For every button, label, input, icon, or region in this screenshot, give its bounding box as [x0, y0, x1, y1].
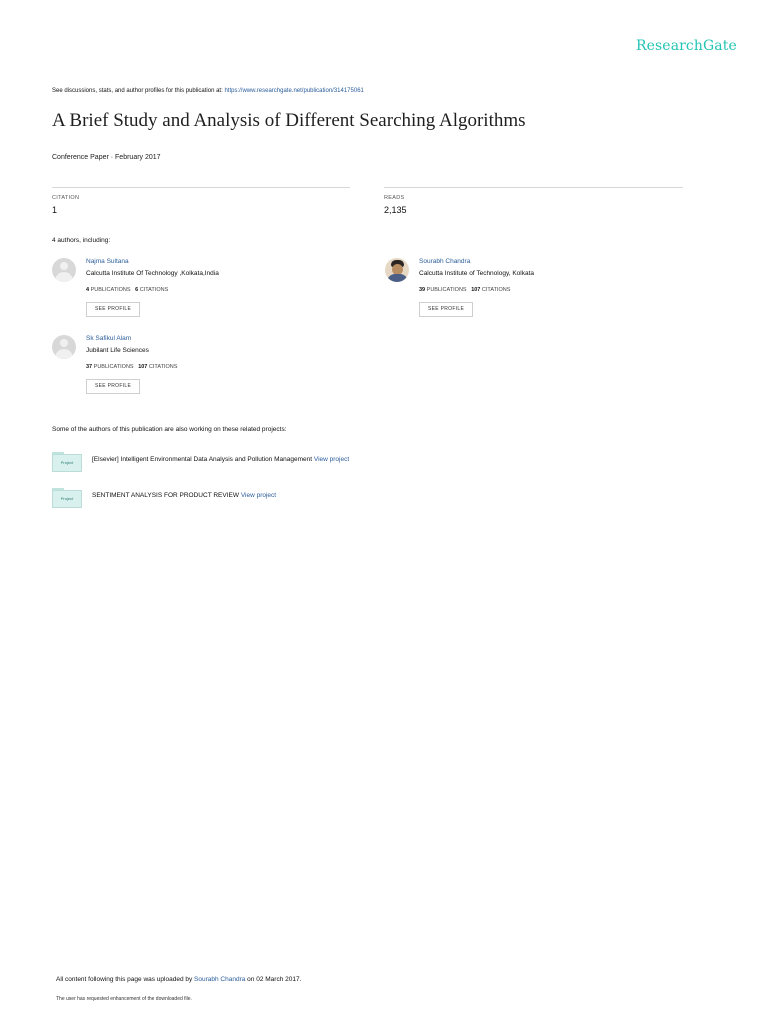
project-text: [92, 492, 276, 499]
project-text: [92, 456, 349, 463]
author-stats: [419, 287, 510, 293]
author-institution: Jubilant Life Sciences: [86, 347, 149, 354]
publications-count: 37: [86, 364, 93, 370]
author-stats: [86, 287, 168, 293]
author-institution: Calcutta Institute Of Technology ,Kolkata,India: [86, 270, 219, 277]
upload-suffix: on 02 March 2017.: [245, 976, 302, 983]
avatar-placeholder-icon[interactable]: [52, 335, 76, 359]
see-profile-button[interactable]: SEE PROFILE: [419, 302, 473, 317]
author-name-link[interactable]: Najma Sultana: [86, 258, 129, 265]
see-profile-button[interactable]: SEE PROFILE: [86, 302, 140, 317]
citations-count: 107: [138, 364, 148, 370]
author-institution: Calcutta Institute of Technology, Kolkata: [419, 270, 535, 277]
reads-value: 2,135: [384, 205, 407, 215]
publications-label: PUBLICATIONS: [426, 287, 467, 293]
project-folder-icon[interactable]: [52, 488, 82, 508]
paper-title: A Brief Study and Analysis of Different Searching Algorithms: [52, 110, 526, 131]
researchgate-logo[interactable]: ResearchGate: [636, 38, 737, 54]
author-name-link[interactable]: Sk Safikul Alam: [86, 335, 132, 342]
publications-label: PUBLICATIONS: [90, 287, 131, 293]
reads-label: READS: [384, 195, 405, 201]
publication-url-link[interactable]: https://www.researchgate.net/publication/314175061: [224, 88, 364, 94]
see-profile-button[interactable]: SEE PROFILE: [86, 379, 140, 394]
project-folder-icon[interactable]: [52, 452, 82, 472]
view-project-link[interactable]: View project: [240, 492, 277, 499]
project-title: [Elsevier] Intelligent Environmental Data Analysis and Pollution Management: [92, 456, 313, 463]
citations-label: CITATIONS: [148, 364, 178, 370]
citations-count: 6: [135, 287, 139, 293]
author-name-link[interactable]: Sourabh Chandra: [419, 258, 471, 265]
uploader-link[interactable]: Sourabh Chandra: [194, 976, 246, 983]
publications-count: 39: [419, 287, 426, 293]
upload-prefix: All content following this page was uploaded by: [56, 976, 195, 983]
project-icon-label: Project: [52, 490, 82, 508]
project-title: SENTIMENT ANALYSIS FOR PRODUCT REVIEW: [92, 492, 239, 499]
citations-label: CITATIONS: [139, 287, 169, 293]
avatar-placeholder-icon[interactable]: [52, 258, 76, 282]
discussion-text: See discussions, stats, and author profiles for this publication at:: [52, 88, 225, 94]
authors-heading: 4 authors, including:: [52, 237, 111, 244]
citations-count: 107: [471, 287, 481, 293]
project-icon-label: Project: [52, 454, 82, 472]
paper-type-date: Conference Paper · February 2017: [52, 154, 161, 161]
view-project-link[interactable]: View project: [313, 456, 350, 463]
author-stats: [86, 364, 177, 370]
enhancement-note: The user has requested enhancement of the downloaded file.: [56, 996, 192, 1002]
citations-value: 1: [52, 205, 58, 215]
citations-label: CITATIONS: [481, 287, 511, 293]
upload-notice: [56, 976, 301, 983]
divider-left: [52, 187, 350, 188]
author-photo-avatar[interactable]: [385, 258, 409, 282]
projects-heading: Some of the authors of this publication are also working on these related projects:: [52, 426, 287, 433]
publications-label: PUBLICATIONS: [93, 364, 134, 370]
divider-right: [384, 187, 683, 188]
citations-label: CITATION: [52, 195, 80, 201]
publications-count: 4: [86, 287, 90, 293]
discussion-line: [52, 88, 364, 94]
